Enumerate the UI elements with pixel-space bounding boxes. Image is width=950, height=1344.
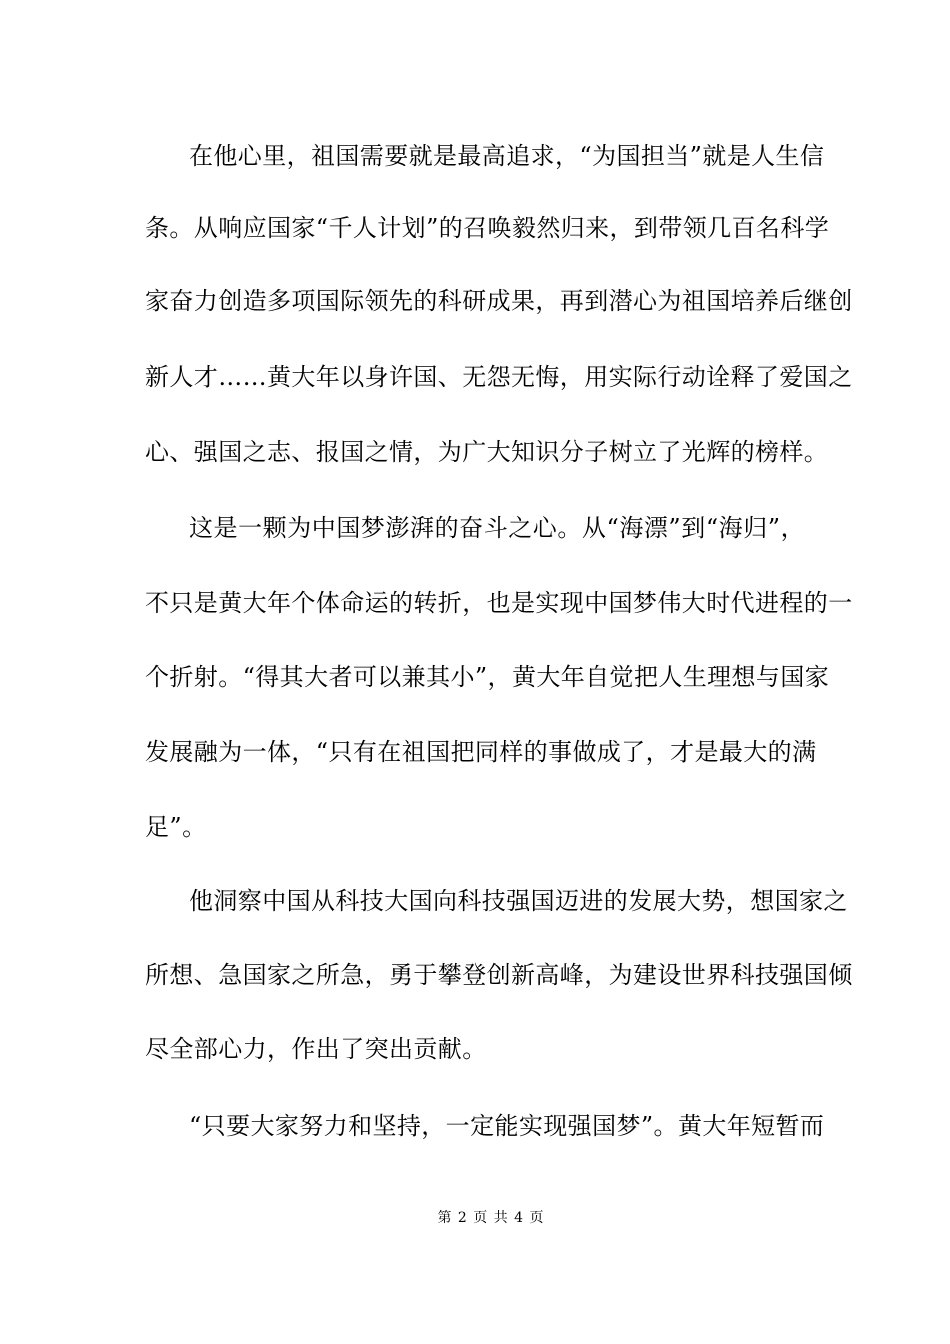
paragraph-line: “只要大家努力和坚持，一定能实现强国梦”。黄大年短暂而 bbox=[189, 1112, 825, 1140]
paragraph-line: 条。从响应国家“千人计划”的召唤毅然归来，到带领几百名科学 bbox=[145, 214, 830, 242]
paragraph-line: 不只是黄大年个体命运的转折，也是实现中国梦伟大时代进程的一 bbox=[145, 589, 853, 617]
page-footer: 第 2 页 共 4 页 bbox=[437, 1210, 545, 1226]
paragraph-line: 新人才……黄大年以身许国、无怨无悔，用实际行动诠释了爱国之 bbox=[145, 363, 853, 391]
paragraph-line: 发展融为一体，“只有在祖国把同样的事做成了，才是最大的满 bbox=[145, 738, 817, 766]
paragraph-line: 尽全部心力，作出了突出贡献。 bbox=[145, 1035, 487, 1063]
paragraph-line: 家奋力创造多项国际领先的科研成果，再到潜心为祖国培养后继创 bbox=[145, 287, 853, 315]
paragraph-line: 这是一颗为中国梦澎湃的奋斗之心。从“海漂”到“海归”， bbox=[189, 514, 805, 542]
paragraph-line: 心、强国之志、报国之情，为广大知识分子树立了光辉的榜样。 bbox=[145, 438, 829, 466]
paragraph-line: 所想、急国家之所急，勇于攀登创新高峰，为建设世界科技强国倾 bbox=[145, 961, 853, 989]
paragraph-line: 他洞察中国从科技大国向科技强国迈进的发展大势，想国家之 bbox=[189, 887, 848, 915]
paragraph-line: 在他心里，祖国需要就是最高追求，“为国担当”就是人生信 bbox=[189, 142, 825, 170]
paragraph-line: 个折射。“得其大者可以兼其小”，黄大年自觉把人生理想与国家 bbox=[145, 663, 830, 691]
paragraph-line: 足”。 bbox=[145, 813, 207, 841]
